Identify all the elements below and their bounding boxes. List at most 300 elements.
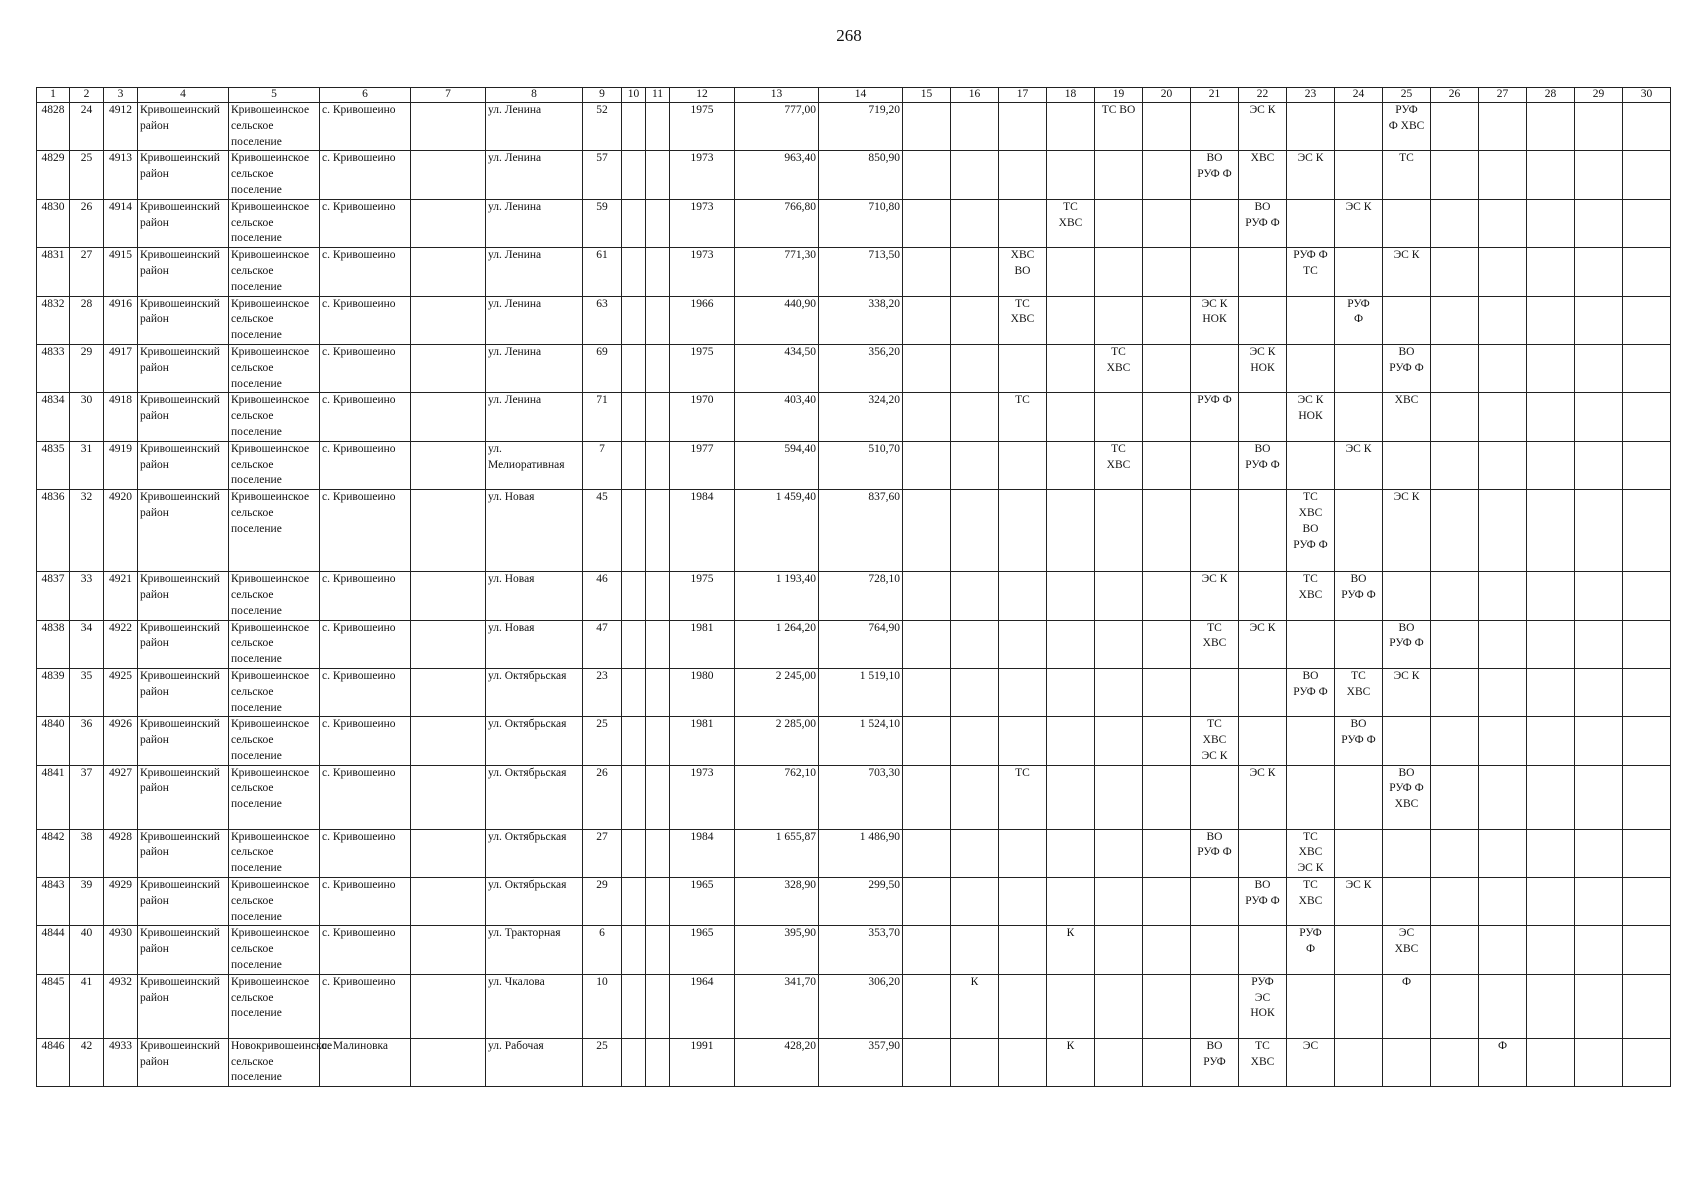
cell-col-14: 703,30 <box>819 765 903 829</box>
cell-col-6: с. Кривошеино <box>320 878 411 926</box>
cell-col-19 <box>1095 926 1143 974</box>
cell-col-28 <box>1527 344 1575 392</box>
cell-col-10 <box>622 490 646 572</box>
cell-col-13: 1 193,40 <box>735 572 819 620</box>
cell-col-13: 434,50 <box>735 344 819 392</box>
cell-col-25: ЭС К <box>1383 668 1431 716</box>
cell-col-15 <box>903 344 951 392</box>
cell-col-24: ВО РУФ Ф <box>1335 717 1383 765</box>
cell-col-16 <box>951 393 999 441</box>
cell-col-13: 766,80 <box>735 199 819 247</box>
cell-col-1: 4829 <box>37 151 70 199</box>
cell-col-17 <box>999 717 1047 765</box>
cell-col-15 <box>903 878 951 926</box>
cell-col-7 <box>411 103 486 151</box>
cell-col-12: 1965 <box>670 878 735 926</box>
cell-col-26 <box>1431 490 1479 572</box>
cell-col-30 <box>1623 878 1671 926</box>
cell-col-20 <box>1143 344 1191 392</box>
cell-col-22 <box>1239 572 1287 620</box>
cell-col-12: 1981 <box>670 620 735 668</box>
col-header: 29 <box>1575 88 1623 103</box>
cell-col-26 <box>1431 344 1479 392</box>
cell-col-24 <box>1335 248 1383 296</box>
cell-col-27 <box>1479 878 1527 926</box>
cell-col-26 <box>1431 296 1479 344</box>
col-header: 5 <box>229 88 320 103</box>
cell-col-3: 4927 <box>104 765 138 829</box>
col-header: 20 <box>1143 88 1191 103</box>
cell-col-26 <box>1431 572 1479 620</box>
cell-col-29 <box>1575 296 1623 344</box>
cell-col-25 <box>1383 1038 1431 1086</box>
cell-col-13: 1 459,40 <box>735 490 819 572</box>
cell-col-9: 69 <box>583 344 622 392</box>
cell-col-10 <box>622 344 646 392</box>
cell-col-18 <box>1047 296 1095 344</box>
cell-col-16 <box>951 1038 999 1086</box>
cell-col-15 <box>903 296 951 344</box>
cell-col-3: 4915 <box>104 248 138 296</box>
cell-col-21: ВО РУФ Ф <box>1191 829 1239 877</box>
cell-col-12: 1975 <box>670 344 735 392</box>
col-header: 7 <box>411 88 486 103</box>
cell-col-11 <box>646 199 670 247</box>
table-row <box>37 441 1671 489</box>
cell-col-19 <box>1095 490 1143 572</box>
cell-col-9: 57 <box>583 151 622 199</box>
cell-col-29 <box>1575 878 1623 926</box>
cell-col-30 <box>1623 620 1671 668</box>
cell-col-19 <box>1095 151 1143 199</box>
cell-col-14: 510,70 <box>819 441 903 489</box>
cell-col-6: с. Кривошеино <box>320 441 411 489</box>
cell-col-4: Кривошеинский район <box>138 878 229 926</box>
cell-col-25: ТС <box>1383 151 1431 199</box>
col-header: 9 <box>583 88 622 103</box>
cell-col-14: 357,90 <box>819 1038 903 1086</box>
cell-col-30 <box>1623 572 1671 620</box>
cell-col-4: Кривошеинский район <box>138 344 229 392</box>
cell-col-27 <box>1479 717 1527 765</box>
cell-col-27 <box>1479 296 1527 344</box>
cell-col-2: 35 <box>70 668 104 716</box>
cell-col-6: с. Кривошеино <box>320 490 411 572</box>
cell-col-23 <box>1287 344 1335 392</box>
cell-col-11 <box>646 344 670 392</box>
cell-col-7 <box>411 717 486 765</box>
table-row <box>37 829 1671 877</box>
cell-col-15 <box>903 620 951 668</box>
cell-col-28 <box>1527 974 1575 1038</box>
cell-col-21 <box>1191 926 1239 974</box>
cell-col-5: Кривошеинское сельское поселение <box>229 103 320 151</box>
cell-col-2: 34 <box>70 620 104 668</box>
cell-col-19 <box>1095 974 1143 1038</box>
cell-col-22: ЭС К <box>1239 765 1287 829</box>
cell-col-25: ВО РУФ Ф ХВС <box>1383 765 1431 829</box>
cell-col-2: 40 <box>70 926 104 974</box>
cell-col-18 <box>1047 248 1095 296</box>
cell-col-19 <box>1095 765 1143 829</box>
cell-col-27 <box>1479 490 1527 572</box>
cell-col-27 <box>1479 344 1527 392</box>
cell-col-23 <box>1287 441 1335 489</box>
cell-col-8: ул. Чкалова <box>486 974 583 1038</box>
cell-col-2: 37 <box>70 765 104 829</box>
cell-col-18 <box>1047 490 1095 572</box>
cell-col-12: 1973 <box>670 765 735 829</box>
cell-col-13: 594,40 <box>735 441 819 489</box>
cell-col-4: Кривошеинский район <box>138 1038 229 1086</box>
cell-col-24: ЭС К <box>1335 199 1383 247</box>
cell-col-9: 29 <box>583 878 622 926</box>
cell-col-9: 71 <box>583 393 622 441</box>
register-table <box>36 87 1671 1087</box>
cell-col-4: Кривошеинский район <box>138 441 229 489</box>
cell-col-20 <box>1143 248 1191 296</box>
cell-col-5: Кривошеинское сельское поселение <box>229 974 320 1038</box>
cell-col-3: 4918 <box>104 393 138 441</box>
cell-col-8: ул. Новая <box>486 490 583 572</box>
cell-col-28 <box>1527 926 1575 974</box>
cell-col-20 <box>1143 668 1191 716</box>
cell-col-3: 4930 <box>104 926 138 974</box>
cell-col-2: 27 <box>70 248 104 296</box>
cell-col-15 <box>903 717 951 765</box>
col-header: 15 <box>903 88 951 103</box>
cell-col-24 <box>1335 393 1383 441</box>
cell-col-11 <box>646 926 670 974</box>
cell-col-8: ул. Ленина <box>486 199 583 247</box>
cell-col-14: 850,90 <box>819 151 903 199</box>
col-header: 4 <box>138 88 229 103</box>
cell-col-28 <box>1527 393 1575 441</box>
cell-col-11 <box>646 393 670 441</box>
cell-col-9: 46 <box>583 572 622 620</box>
cell-col-6: с. Кривошеино <box>320 393 411 441</box>
col-header: 13 <box>735 88 819 103</box>
cell-col-14: 1 486,90 <box>819 829 903 877</box>
col-header: 18 <box>1047 88 1095 103</box>
cell-col-18 <box>1047 829 1095 877</box>
cell-col-19 <box>1095 393 1143 441</box>
cell-col-18 <box>1047 717 1095 765</box>
cell-col-16 <box>951 103 999 151</box>
cell-col-8: ул. Октябрьская <box>486 878 583 926</box>
cell-col-3: 4919 <box>104 441 138 489</box>
cell-col-19 <box>1095 829 1143 877</box>
cell-col-13: 403,40 <box>735 393 819 441</box>
col-header: 21 <box>1191 88 1239 103</box>
cell-col-28 <box>1527 103 1575 151</box>
cell-col-30 <box>1623 344 1671 392</box>
cell-col-9: 27 <box>583 829 622 877</box>
cell-col-9: 25 <box>583 1038 622 1086</box>
cell-col-22: ЭС К <box>1239 620 1287 668</box>
cell-col-28 <box>1527 717 1575 765</box>
cell-col-19 <box>1095 199 1143 247</box>
cell-col-5: Кривошеинское сельское поселение <box>229 490 320 572</box>
cell-col-23 <box>1287 199 1335 247</box>
cell-col-28 <box>1527 248 1575 296</box>
cell-col-17 <box>999 103 1047 151</box>
cell-col-18 <box>1047 344 1095 392</box>
cell-col-9: 25 <box>583 717 622 765</box>
cell-col-6: с. Кривошеино <box>320 620 411 668</box>
cell-col-5: Кривошеинское сельское поселение <box>229 717 320 765</box>
cell-col-20 <box>1143 717 1191 765</box>
cell-col-5: Кривошеинское сельское поселение <box>229 441 320 489</box>
cell-col-18 <box>1047 393 1095 441</box>
cell-col-25: Ф <box>1383 974 1431 1038</box>
cell-col-12: 1965 <box>670 926 735 974</box>
cell-col-12: 1970 <box>670 393 735 441</box>
cell-col-2: 28 <box>70 296 104 344</box>
cell-col-17 <box>999 490 1047 572</box>
cell-col-13: 428,20 <box>735 1038 819 1086</box>
cell-col-17 <box>999 926 1047 974</box>
cell-col-10 <box>622 199 646 247</box>
cell-col-26 <box>1431 829 1479 877</box>
cell-col-21 <box>1191 441 1239 489</box>
cell-col-13: 771,30 <box>735 248 819 296</box>
cell-col-5: Кривошеинское сельское поселение <box>229 765 320 829</box>
cell-col-17: ТС ХВС <box>999 296 1047 344</box>
cell-col-29 <box>1575 441 1623 489</box>
cell-col-3: 4926 <box>104 717 138 765</box>
cell-col-26 <box>1431 103 1479 151</box>
cell-col-21 <box>1191 878 1239 926</box>
cell-col-26 <box>1431 974 1479 1038</box>
cell-col-23: ТС ХВС <box>1287 878 1335 926</box>
cell-col-26 <box>1431 393 1479 441</box>
cell-col-7 <box>411 296 486 344</box>
table-row <box>37 926 1671 974</box>
cell-col-11 <box>646 717 670 765</box>
cell-col-8: ул. Новая <box>486 620 583 668</box>
table-row <box>37 151 1671 199</box>
cell-col-4: Кривошеинский район <box>138 103 229 151</box>
cell-col-16 <box>951 717 999 765</box>
cell-col-29 <box>1575 765 1623 829</box>
cell-col-13: 762,10 <box>735 765 819 829</box>
cell-col-29 <box>1575 926 1623 974</box>
cell-col-29 <box>1575 974 1623 1038</box>
cell-col-29 <box>1575 103 1623 151</box>
cell-col-18 <box>1047 878 1095 926</box>
cell-col-14: 306,20 <box>819 974 903 1038</box>
cell-col-23 <box>1287 717 1335 765</box>
cell-col-30 <box>1623 199 1671 247</box>
cell-col-13: 777,00 <box>735 103 819 151</box>
cell-col-24 <box>1335 765 1383 829</box>
cell-col-14: 728,10 <box>819 572 903 620</box>
cell-col-19 <box>1095 248 1143 296</box>
cell-col-28 <box>1527 765 1575 829</box>
cell-col-3: 4922 <box>104 620 138 668</box>
cell-col-20 <box>1143 878 1191 926</box>
cell-col-17 <box>999 878 1047 926</box>
cell-col-18 <box>1047 572 1095 620</box>
cell-col-17 <box>999 344 1047 392</box>
cell-col-1: 4838 <box>37 620 70 668</box>
cell-col-22 <box>1239 490 1287 572</box>
col-header: 25 <box>1383 88 1431 103</box>
cell-col-30 <box>1623 296 1671 344</box>
cell-col-23: ЭС К <box>1287 151 1335 199</box>
cell-col-6: с. Кривошеино <box>320 103 411 151</box>
cell-col-17 <box>999 620 1047 668</box>
cell-col-16 <box>951 926 999 974</box>
cell-col-7 <box>411 199 486 247</box>
cell-col-13: 2 285,00 <box>735 717 819 765</box>
cell-col-22: ТС ХВС <box>1239 1038 1287 1086</box>
cell-col-28 <box>1527 878 1575 926</box>
cell-col-2: 29 <box>70 344 104 392</box>
cell-col-18 <box>1047 620 1095 668</box>
cell-col-15 <box>903 974 951 1038</box>
table-row <box>37 199 1671 247</box>
cell-col-12: 1975 <box>670 572 735 620</box>
cell-col-21 <box>1191 344 1239 392</box>
cell-col-1: 4830 <box>37 199 70 247</box>
cell-col-15 <box>903 199 951 247</box>
cell-col-8: ул. Мелиоративная <box>486 441 583 489</box>
cell-col-2: 36 <box>70 717 104 765</box>
cell-col-12: 1977 <box>670 441 735 489</box>
cell-col-27 <box>1479 620 1527 668</box>
cell-col-27 <box>1479 248 1527 296</box>
cell-col-20 <box>1143 199 1191 247</box>
cell-col-16 <box>951 765 999 829</box>
cell-col-23: ВО РУФ Ф <box>1287 668 1335 716</box>
cell-col-5: Кривошеинское сельское поселение <box>229 878 320 926</box>
cell-col-21: РУФ Ф <box>1191 393 1239 441</box>
cell-col-5: Кривошеинское сельское поселение <box>229 199 320 247</box>
cell-col-19 <box>1095 620 1143 668</box>
cell-col-21: ЭС К НОК <box>1191 296 1239 344</box>
cell-col-7 <box>411 151 486 199</box>
cell-col-11 <box>646 296 670 344</box>
cell-col-23 <box>1287 974 1335 1038</box>
cell-col-19: ТС ХВС <box>1095 344 1143 392</box>
cell-col-15 <box>903 103 951 151</box>
cell-col-24 <box>1335 1038 1383 1086</box>
cell-col-6: с. Малиновка <box>320 1038 411 1086</box>
cell-col-30 <box>1623 765 1671 829</box>
cell-col-20 <box>1143 103 1191 151</box>
cell-col-5: Кривошеинское сельское поселение <box>229 668 320 716</box>
cell-col-22: ВО РУФ Ф <box>1239 441 1287 489</box>
cell-col-2: 26 <box>70 199 104 247</box>
cell-col-10 <box>622 296 646 344</box>
col-header: 26 <box>1431 88 1479 103</box>
cell-col-8: ул. Октябрьская <box>486 829 583 877</box>
cell-col-12: 1964 <box>670 974 735 1038</box>
cell-col-1: 4841 <box>37 765 70 829</box>
cell-col-10 <box>622 974 646 1038</box>
col-header: 12 <box>670 88 735 103</box>
cell-col-6: с. Кривошеино <box>320 151 411 199</box>
cell-col-20 <box>1143 393 1191 441</box>
cell-col-4: Кривошеинский район <box>138 199 229 247</box>
cell-col-5: Кривошеинское сельское поселение <box>229 151 320 199</box>
cell-col-15 <box>903 572 951 620</box>
cell-col-7 <box>411 878 486 926</box>
cell-col-9: 10 <box>583 974 622 1038</box>
cell-col-15 <box>903 441 951 489</box>
cell-col-29 <box>1575 668 1623 716</box>
cell-col-18 <box>1047 151 1095 199</box>
cell-col-16 <box>951 668 999 716</box>
cell-col-10 <box>622 441 646 489</box>
cell-col-4: Кривошеинский район <box>138 490 229 572</box>
cell-col-21: ВО РУФ <box>1191 1038 1239 1086</box>
cell-col-8: ул. Ленина <box>486 151 583 199</box>
col-header: 22 <box>1239 88 1287 103</box>
cell-col-29 <box>1575 1038 1623 1086</box>
cell-col-4: Кривошеинский район <box>138 620 229 668</box>
cell-col-21: ЭС К <box>1191 572 1239 620</box>
cell-col-19 <box>1095 296 1143 344</box>
cell-col-8: ул. Новая <box>486 572 583 620</box>
cell-col-23: ЭС К НОК <box>1287 393 1335 441</box>
cell-col-8: ул. Ленина <box>486 344 583 392</box>
cell-col-8: ул. Ленина <box>486 103 583 151</box>
cell-col-5: Кривошеинское сельское поселение <box>229 344 320 392</box>
cell-col-11 <box>646 1038 670 1086</box>
cell-col-10 <box>622 393 646 441</box>
col-header: 28 <box>1527 88 1575 103</box>
cell-col-9: 59 <box>583 199 622 247</box>
cell-col-1: 4846 <box>37 1038 70 1086</box>
cell-col-26 <box>1431 199 1479 247</box>
cell-col-1: 4840 <box>37 717 70 765</box>
cell-col-3: 4914 <box>104 199 138 247</box>
cell-col-4: Кривошеинский район <box>138 668 229 716</box>
cell-col-19: ТС ХВС <box>1095 441 1143 489</box>
cell-col-4: Кривошеинский район <box>138 151 229 199</box>
cell-col-30 <box>1623 151 1671 199</box>
cell-col-28 <box>1527 668 1575 716</box>
cell-col-23: ЭС <box>1287 1038 1335 1086</box>
cell-col-25 <box>1383 572 1431 620</box>
col-header: 6 <box>320 88 411 103</box>
cell-col-22 <box>1239 926 1287 974</box>
cell-col-24 <box>1335 620 1383 668</box>
cell-col-7 <box>411 668 486 716</box>
cell-col-27 <box>1479 926 1527 974</box>
cell-col-18: К <box>1047 926 1095 974</box>
cell-col-25: ЭС ХВС <box>1383 926 1431 974</box>
cell-col-17: ТС <box>999 393 1047 441</box>
cell-col-28 <box>1527 572 1575 620</box>
cell-col-11 <box>646 974 670 1038</box>
cell-col-25: ЭС К <box>1383 490 1431 572</box>
cell-col-10 <box>622 248 646 296</box>
cell-col-23: РУФ Ф ТС <box>1287 248 1335 296</box>
cell-col-20 <box>1143 765 1191 829</box>
table-row <box>37 344 1671 392</box>
cell-col-24: ЭС К <box>1335 441 1383 489</box>
cell-col-18 <box>1047 974 1095 1038</box>
cell-col-7 <box>411 393 486 441</box>
cell-col-18: ТС ХВС <box>1047 199 1095 247</box>
col-header: 1 <box>37 88 70 103</box>
cell-col-24 <box>1335 974 1383 1038</box>
cell-col-15 <box>903 151 951 199</box>
